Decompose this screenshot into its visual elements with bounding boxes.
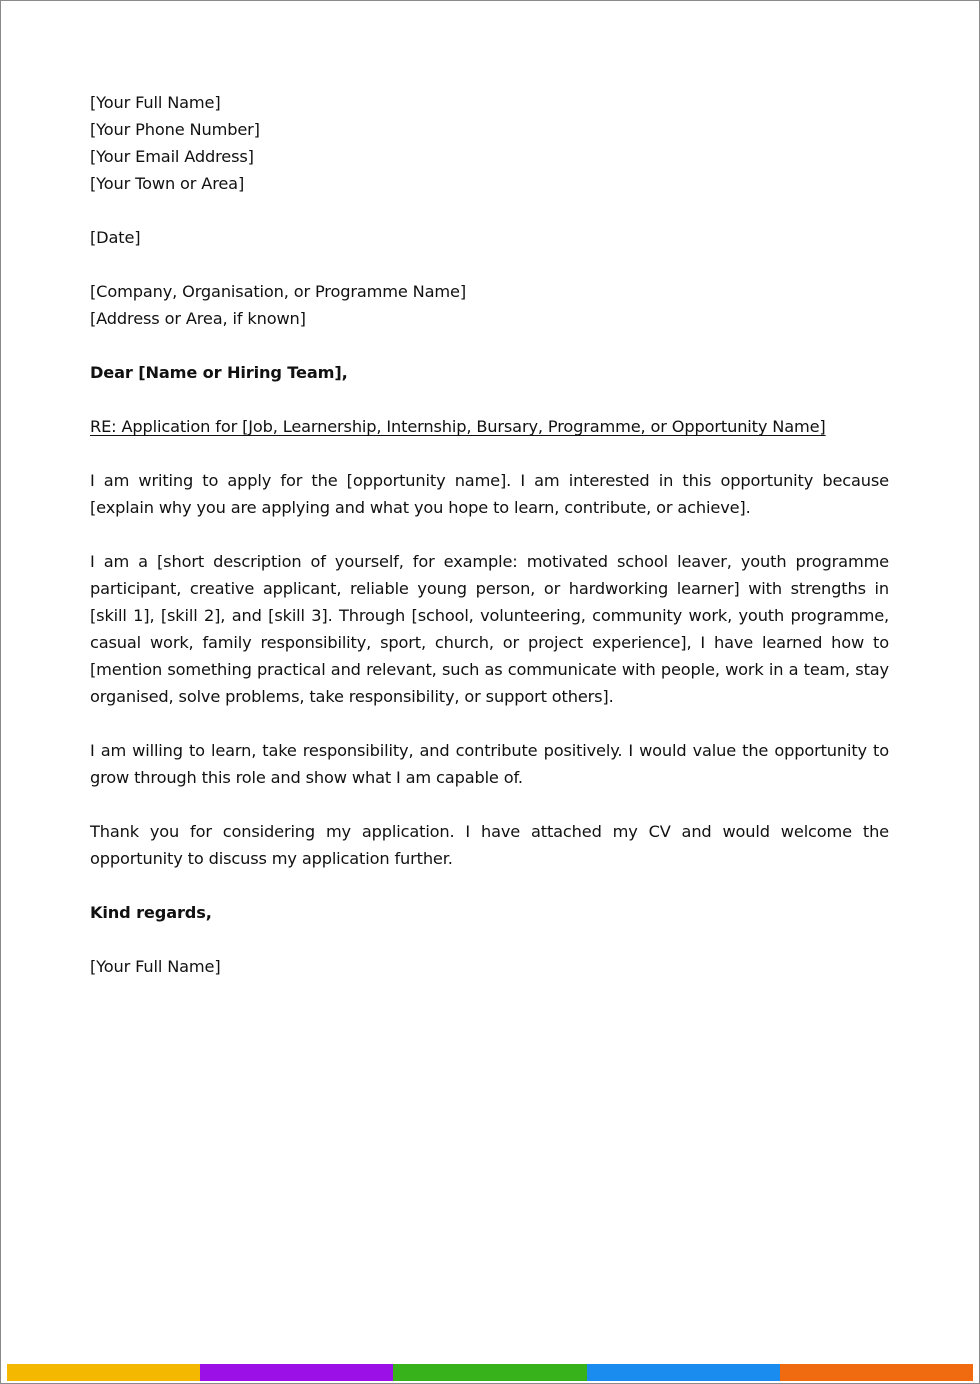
recipient-organisation: [Company, Organisation, or Programme Name] (90, 282, 466, 301)
sender-email: [Your Email Address] (90, 147, 254, 166)
body-paragraph-1: I am writing to apply for the [opportunity name]. I am interested in this opportunity because [explain why you are applying and what you hope to learn, contribute, or achieve]. (90, 471, 889, 517)
footer-bar-segment (200, 1364, 393, 1381)
date-block (90, 224, 889, 251)
footer-bar-segment (393, 1364, 586, 1381)
signature-block (90, 953, 889, 980)
sender-block (90, 89, 889, 197)
letter-body (90, 89, 889, 1007)
body-paragraph-4: Thank you for considering my application. I have attached my CV and would welcome the opportunity to discuss my application further. (90, 822, 889, 868)
signature-name: [Your Full Name] (90, 957, 221, 976)
sender-name: [Your Full Name] (90, 93, 221, 112)
footer-bar-segment (587, 1364, 780, 1381)
closing-block (90, 899, 889, 926)
body-paragraph-3: I am willing to learn, take responsibility, and contribute positively. I would value the opportunity to grow through this role and show what I am capable of. (90, 741, 889, 787)
recipient-block (90, 278, 889, 332)
footer-bar-segment (780, 1364, 973, 1381)
salutation: Dear [Name or Hiring Team], (90, 363, 348, 382)
sender-area: [Your Town or Area] (90, 174, 245, 193)
footer-bar-segment (7, 1364, 200, 1381)
subject-block (90, 413, 889, 440)
closing: Kind regards, (90, 903, 212, 922)
salutation-block (90, 359, 889, 386)
body-paragraph-2: I am a [short description of yourself, for example: motivated school leaver, youth programme participant, creative applicant, reliable young person, or hardworking learner] with strengths in [skill 1], [skill 2], and [skill 3]. Through [school, volunteering, community work, youth programme, casual work, family responsibility, sport, church, or project experience], I have learned how to [mention something practical and relevant, such as communicate with people, work in a team, stay organised, solve problems, take responsibility, or support others]. (90, 552, 889, 706)
subject-line: RE: Application for [Job, Learnership, Internship, Bursary, Programme, or Opportunity Name] (90, 417, 826, 436)
letter-date: [Date] (90, 228, 141, 247)
sender-phone: [Your Phone Number] (90, 120, 260, 139)
footer-color-bar (7, 1364, 973, 1381)
recipient-address: [Address or Area, if known] (90, 309, 306, 328)
